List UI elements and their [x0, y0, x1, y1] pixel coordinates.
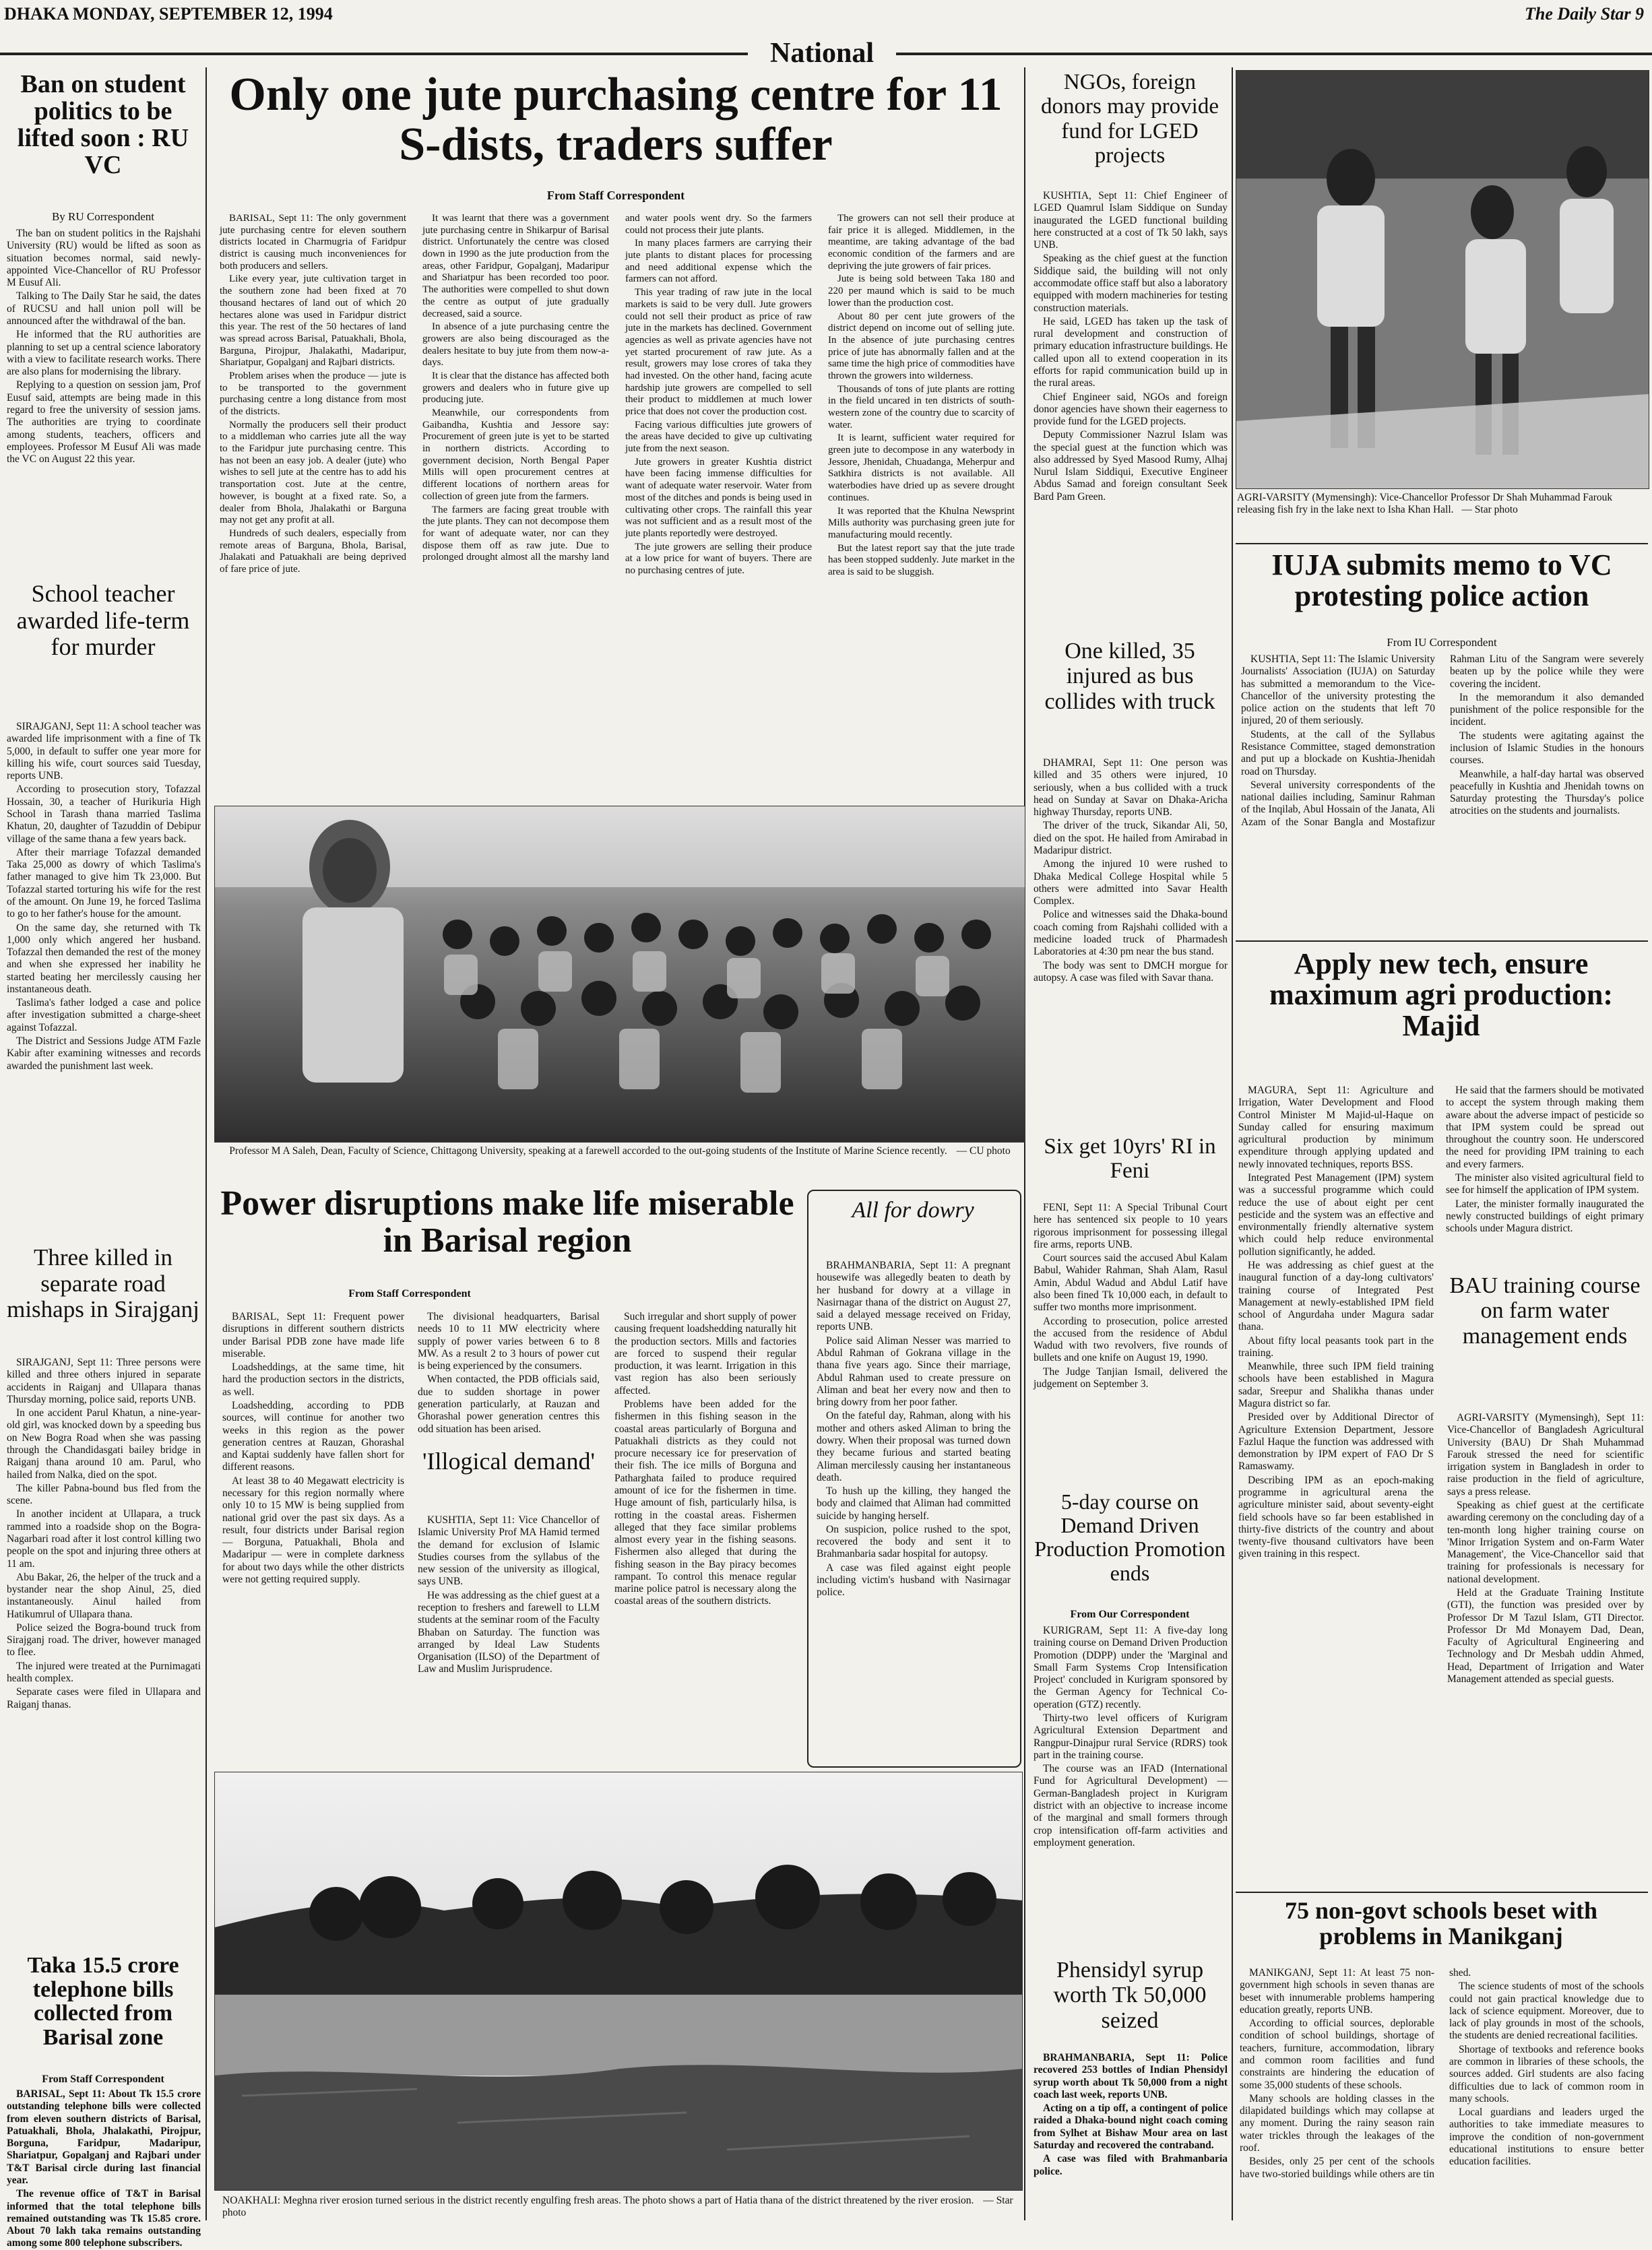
paragraph: Problem arises when the produce — jute is to be transported to the government purchasing centre a long distance from most of the districts.	[220, 370, 406, 417]
column-rule-right-inner	[1232, 67, 1233, 2220]
illogical-headline: 'Illogical demand'	[422, 1448, 595, 1475]
paragraph: In one accident Parul Khatun, a nine-year-old girl, was knocked down by a speeding bus on New Bogra Road when she was passing through the Chandidasgati bailey bridge in Raiganj thana around 10 am. Parul, who hailed from Nalka, died on the spot.	[7, 1407, 201, 1481]
paragraph: According to official sources, deplorable condition of school buildings, shortage of teachers, furniture, accommodation, library and common room facilities and fund constraints are hindering the education of some 35,000 students of these schools.	[1240, 2018, 1434, 2091]
column-rule-left	[205, 67, 207, 2220]
paragraph: Court sources said the accused Abul Kalam Babul, Wahider Rahman, Shah Alam, Rasul Amin, Abdul Wadud and Abdul Latif have also been fined Tk 10,000 each, in default to suffer two months more imprisonment.	[1034, 1252, 1228, 1314]
teacher-body	[7, 721, 201, 1233]
paragraph: AGRI-VARSITY (Mymensingh), Sept 11: Vice-Chancellor of Bangladesh Agricultural University (BAU) Dr Shah Muhammad Farouk stressed the need for scientific irrigation system in Bangladesh in order to raise production in the field of agriculture, says a press release.	[1447, 1412, 1644, 1498]
paragraph: The ban on student politics in the Rajshahi University (RU) would be lifted as soon as situation becomes normal, said newly-appointed Vice-Chancellor of RU Professor M Eusuf Ali.	[7, 228, 201, 289]
paragraph: It is learnt, sufficient water required for green jute to decompose in any waterbody in Jessore, Jhenidah, Chuadanga, Meherpur and Satkhira districts is not available. All waterbodies have dried up as severe drought continues.	[828, 432, 1015, 503]
paragraph: After their marriage Tofazzal demanded Taka 25,000 as dowry of which Taslima's father managed to give him Tk 23,000. But Tofazzal started torturing his wife for the rest of the amount. On June 19, he forced Taslima to go to her father's house for the amount.	[7, 846, 201, 920]
telephone-headline: Taka 15.5 crore telephone bills collected from Barisal zone	[27, 1953, 179, 2051]
page-number: 9	[1635, 4, 1644, 24]
power-byline: From Staff Correspondent	[348, 1288, 471, 1299]
ngo-headline: NGOs, foreign donors may provide fund for LGED projects	[1041, 70, 1219, 168]
paragraph: Integrated Pest Management (IPM) system was a successful programme which could reduce the use of about eight per cent pesticide and the system was an effective and environmentally friendly alternative system which could help reduce environmental pollution significantly, he added.	[1238, 1171, 1434, 1258]
jute-byline: From Staff Correspondent	[546, 189, 685, 202]
iuja-body	[1241, 653, 1644, 935]
course-byline: From Our Correspondent	[1070, 1609, 1190, 1620]
power-headline: Power disruptions make life miserable in Barisal region	[220, 1184, 794, 1260]
paragraph: Local guardians and leaders urged the authorities to take immediate measures to improve the condition of non-government educational institutions to ensure better education facilities.	[1449, 2107, 1644, 2168]
course-body	[1034, 1625, 1228, 1948]
iuja-headline: IUJA submits memo to VC protesting police action	[1271, 548, 1612, 613]
telephone-byline: From Staff Correspondent	[42, 2074, 164, 2085]
paragraph: Acting on a tip off, a contingent of police raided a Dhaka-bound night coach coming from Sylhet at Bishaw Mour area on last Saturday and recovered the contraband.	[1034, 2102, 1228, 2151]
paragraph: Chief Engineer said, NGOs and foreign donor agencies have shown their eagerness to provide fund for the LGED projects.	[1034, 391, 1228, 428]
paragraph: The revenue office of T&T in Barisal informed that the total telephone bills remained outstanding was Tk 15.85 crore. About 70 lakh taka remains outstanding among some 800 telephone subscribers.	[7, 2188, 201, 2249]
paragraph: According to prosecution, police arrested the accused from the residence of Abdul Wadud with two revolvers, five rounds of bullets and one knife on August 19, 1990.	[1034, 1315, 1228, 1364]
paragraph: He said, LGED has taken up the task of rural development and construction of primary education infrastructure buildings. He called upon all to extend cooperation in its efforts for rapid communication build up in the rural areas.	[1034, 315, 1228, 389]
paragraph: Such irregular and short supply of power causing frequent loadshedding naturally hit the production sectors. Mills and factories are forced to suspend their regular production, it was learnt. Irrigation in this vast region has also been seriously affected.	[614, 1311, 796, 1396]
paragraph: According to prosecution story, Tofazzal Hossain, 30, a teacher of Hurikuria High School in Tarash thana married Taslima Khatun, 20, daughter of Tazuddin of Debipur village of the same thana a few years back.	[7, 783, 201, 845]
paragraph: To hush up the killing, they hanged the body and claimed that Aliman had committed suicide by hanging herself.	[817, 1485, 1011, 1522]
cu-photo-image	[215, 806, 1025, 1142]
bau-body	[1447, 1412, 1644, 1886]
paragraph: On the fateful day, Rahman, along with his mother and others asked Aliman to bring the dowry. When their proposal was turned down they became furious and started beating Aliman mercilessly causing her instantaneous death.	[817, 1410, 1011, 1483]
agri-photo-caption	[1237, 492, 1645, 538]
paragraph: It was learnt that there was a government jute purchasing centre in Shikarpur of Barisal district. Unfortunately the centre was closed down in 1990 as the jute production from the areas, other Faridpur, Gopalganj, Madaripur and Shariatpur has been recorded too poor. The authorities were compelled to shut down the centre as output of jute gradually decreased, said a source.	[422, 213, 609, 319]
power-body-col2	[418, 1311, 600, 1443]
dowry-headline: All for dowry	[852, 1198, 974, 1223]
paragraph: Presided over by Additional Director of Agriculture Extension Department, Jessore Fazlul Haque the function was addressed with demonstration by IPM expert of FAO Dr S Ramaswamy.	[1238, 1411, 1434, 1473]
paragraph: The jute growers are selling their produce at a low price for want of buyers. There are no purchasing centres of jute.	[625, 541, 812, 576]
schools-body	[1240, 1967, 1644, 2220]
paragraph: The growers can not sell their produce at fair price it is alleged. Middlemen, in the meantime, are taking advantage of the bad economic condition of the farmers and are depriving the jute growers of fair prices.	[828, 213, 1015, 271]
paragraph: Students, at the call of the Syllabus Resistance Committee, staged demonstration and put up a blockade on Kushtia-Jhenidah road on Thursday.	[1241, 728, 1435, 777]
paragraph: Police said Aliman Nesser was married to Abdul Rahman of Gokrana village in the thana five years ago. Since their marriage, Abdul Rahman used to create pressure on Aliman and beat her every now and then to bring dowry from her poor father.	[817, 1335, 1011, 1409]
paragraph: Meanwhile, our correspondents from Gaibandha, Kushtia and Jessore say: Procurement of green jute is yet to be started in northern districts. According to government decision, North Bengal Paper Mills will open procurement centres at different locations of northern areas for collection of green jute from the farmers.	[422, 408, 609, 502]
paragraph: Thirty-two level officers of Kurigram Agricultural Extension Department and Rangpur-Dinajpur rural Service (RDRS) took part in the training course.	[1034, 1712, 1228, 1761]
dowry-body	[817, 1260, 1011, 1760]
paragraph: Jute growers in greater Kushtia district have been facing immense difficulties for want of adequate water reservoir. Water from most of the ditches and ponds is being used in cultivating other crops. The rainfall this year was not sufficient and as a result most of the jute plants reportedly were destroyed.	[625, 456, 812, 539]
paragraph: On suspicion, police rushed to the spot, recovered the body and sent it to Brahmanbaria sadar hospital for autopsy.	[817, 1523, 1011, 1560]
paragraph: Replying to a question on session jam, Prof Eusuf said, attempts are being made in this regard to free the university of session jams. The authorities are trying to coordinate among students, teachers, officers and employees. Professor M Eusuf Ali was made the VC on August 22 this year.	[7, 379, 201, 465]
phensidyl-body	[1034, 2052, 1228, 2220]
paragraph: Talking to The Daily Star he said, the dates of RUCSU and hall union poll will be announced after the withdrawal of the ban.	[7, 290, 201, 327]
feni-headline: Six get 10yrs' RI in Feni	[1044, 1134, 1216, 1184]
agri-caption-credit: — Star photo	[1461, 503, 1518, 515]
paragraph: KUSHTIA, Sept 11: Chief Engineer of LGED Quamrul Islam Siddique on Sunday inaugurated the LGED functional building here constructed at a cost of Tk 50 lakh, says UNB.	[1034, 190, 1228, 251]
agri-body-col1	[1238, 1085, 1434, 1886]
bus-headline: One killed, 35 injured as bus collides with truck	[1044, 639, 1215, 714]
paragraph: About 80 per cent jute growers of the district depend on income out of selling jute. In the absence of jute purchasing centres price of jute has abnormally fallen and at the same time the high price of commodities have thrown the growers into wilderness.	[828, 311, 1015, 381]
paragraph: BARISAL, Sept 11: About Tk 15.5 crore outstanding telephone bills were collected from eleven southern districts of Barisal, Patuakhali, Bhola, Jhalakathi, Pirojpur, Borguna, Faridpur, Madaripur, Shariatpur, Gopalganj and Rajbari under T&T Barisal circle during last financial year.	[7, 2088, 201, 2186]
schools-headline: 75 non-govt schools beset with problems in Manikganj	[1284, 1897, 1598, 1950]
telephone-body	[7, 2088, 201, 2249]
bau-headline: BAU training course on farm water management ends	[1449, 1273, 1641, 1349]
ngo-body	[1034, 190, 1228, 635]
noakhali-erosion-photo	[214, 1772, 1023, 2191]
noakhali-caption-credit: — Star photo	[222, 2195, 1013, 2218]
jute-headline: Only one jute purchasing centre for 11 S-dists, traders suffer	[229, 69, 1003, 170]
noakhali-caption-text: NOAKHALI: Meghna river erosion turned serious in the district recently engulfing fresh areas. The photo shows a part of Hatia thana of the district threatened by the river erosion.	[222, 2195, 974, 2206]
section-title: National	[748, 38, 896, 69]
paragraph: Separate cases were filed in Ullapara and Raiganj thanas.	[7, 1686, 201, 1710]
paragraph: This year trading of raw jute in the local markets is said to be very dull. Jute growers could not sell their product as price of raw jute in the markets has declined. Government agencies as well as private agencies have not yet started procurement of raw jute. As a result, growers may lose crores of taka they had invested. On the other hand, facing acute hardship jute growers are compelled to sell their product to middlemen at much lower price that does not cover the production cost.	[625, 287, 812, 417]
paragraph: When contacted, the PDB officials said, due to sudden shortage in power generation particularly, at Rauzan and Ghorashal power generation centres this odd situation has been arised.	[418, 1374, 600, 1435]
agri-headline: Apply new tech, ensure maximum agri production: Majid	[1269, 947, 1614, 1043]
paragraph: Problems have been added for the fishermen in this fishing season in the coastal areas particularly of Borguna and Patuakhali districts as they could not procure necessary ice for preservation of their fish. The ice mills of Borguna and Patharghata failed to produce required amount of ice for the fishermen in time. Huge amount of fish, particularly hilsa, is rotting in the coastal areas. Fishermen alleged that they face similar problems almost every year in the fishing seasons. Fishermen also alleged that during the fishing season in the Bay piracy becomes rampant. To control this menace regular marine police patrol is necessary along the coastal areas of the southern districts.	[614, 1398, 796, 1607]
paragraph: The Judge Tanjian Ismail, delivered the judgement on September 3.	[1034, 1365, 1228, 1390]
paragraph: Like every year, jute cultivation target in the southern zone had been fixed at 70 thousand hectares of land out of which 20 hectares alone was used in Faridpur district this year. The rest of the 50 hectares of land was spread across Barisal, Patuakhali, Bhola, Barguna, Pirojpur, Jhalakathi, Madaripur, Shariatpur, Gopalganj and Rajbari districts.	[220, 274, 406, 368]
agri-body-col2	[1446, 1085, 1644, 1264]
paragraph: MANIKGANJ, Sept 11: At least 75 non-government high schools in seven thanas are beset with innumerable problems hampering education greatly, reports UNB.	[1240, 1967, 1434, 2016]
cu-farewell-photo	[214, 806, 1025, 1143]
paragraph: Police and witnesses said the Dhaka-bound coach coming from Rajshahi collided with a medicine loaded truck of Pharmadesh Laboratories at 4:30 pm near the bus stand.	[1034, 909, 1228, 958]
paragraph: MAGURA, Sept 11: Agriculture and Irrigation, Water Development and Flood Control Minister M Majid-ul-Haque on Sunday called for ensuring maximum agricultural production by minimum expenditure through applying updated and newly innovated techniques, reports BSS.	[1238, 1085, 1434, 1170]
paragraph: Held at the Graduate Training Institute (GTI), the function was presided over by Professor Dr M Tazul Islam, GTI Director. Professor Dr Md Monayem Dad, Dean, Faculty of Agricultural Engineering and Technology and Dr Mesbah uddin Ahmed, Head, Department of Irrigation and Water Management attended as special guests.	[1447, 1586, 1644, 1685]
cu-caption-credit: — CU photo	[956, 1145, 1011, 1157]
paragraph: SIRAJGANJ, Sept 11: A school teacher was awarded life imprisonment with a fine of Tk 5,000, in default to suffer one year more for killing his wife, court sources said Tuesday, reports UNB.	[7, 721, 201, 782]
feni-body	[1034, 1202, 1228, 1485]
paper-name: The Daily Star	[1525, 4, 1631, 24]
paragraph: SIRAJGANJ, Sept 11: Three persons were killed and three others injured in separate accidents in Raiganj and Ullapara thanas Thursday morning, police said, reports UNB.	[7, 1357, 201, 1405]
cu-caption-text: Professor M A Saleh, Dean, Faculty of Science, Chittagong University, speaking at a farewell accorded to the out-going students of the Institute of Marine Science recently.	[229, 1145, 947, 1157]
paragraph: Besides, only 25 per cent of the schools have two-storied buildings while others are tin shed.	[1240, 1967, 1471, 2180]
paragraph: The science students of most of the schools could not gain practical knowledge due to lack of science equipment. Moreover, due to lack of play grounds in most of the schools, the students are denied recreational facilities.	[1449, 1981, 1644, 2042]
noakhali-photo-caption	[222, 2195, 1015, 2222]
paragraph: He was addressing as chief guest at the inaugural function of a day-long cultivators' training course of Integrated Pest Management at newly-established IPM field school of Angurdaha under Magura sadar thana.	[1238, 1259, 1434, 1333]
paragraph: But the latest report say that the jute trade has been stopped suddenly. Jute market in the area is said to be sluggish.	[828, 542, 1015, 577]
paragraph: KUSHTIA, Sept 11: Vice Chancellor of Islamic University Prof MA Hamid termed the demand for exclusion of Islamic Studies courses from the syllabus of the new session of the university as illogical, says UNB.	[418, 1514, 600, 1588]
paragraph: The District and Sessions Judge ATM Fazle Kabir after examining witnesses and records awarded the punishment last week.	[7, 1035, 201, 1072]
schools-rule	[1236, 1892, 1648, 1893]
paragraph: Among the injured 10 were rushed to Dhaka Medical College Hospital while 5 others were admitted into Savar Health Complex.	[1034, 858, 1228, 907]
power-body-col3	[614, 1311, 796, 1762]
power-body-col1	[222, 1311, 404, 1762]
paragraph: Deputy Commissioner Nazrul Islam was the special guest at the function which was also addressed by Syed Masood Rumy, Alhaj Nurul Islam Siddiqui, Executive Engineer Abdus Samad and foreign consultant Seek Bard Pam Green.	[1034, 429, 1228, 503]
paragraph: The body was sent to DMCH morgue for autopsy. A case was filed with Savar thana.	[1034, 959, 1228, 984]
paragraph: He informed that the RU authorities are planning to set up a central science laboratory with a view to facilitate research works. There are also plans for modernising the library.	[7, 329, 201, 378]
bus-body	[1034, 757, 1228, 1121]
paragraph: Shortage of textbooks and reference books are common in libraries of these schools, the sources added. Girl students are also facing difficulties due to lack of common room in many schools.	[1449, 2043, 1644, 2104]
ban-headline: Ban on student politics to be lifted soon : RU VC	[17, 70, 189, 179]
paragraph: The farmers are facing great trouble with the jute plants. They can not decompose them for want of adequate water, nor can they dispose them off as raw jute. Due to prolonged drought almost all the marshy land and water pools went dry. So the farmers could not process their jute plants.	[422, 213, 812, 563]
paragraph: Many schools are holding classes in the dilapidated buildings which may collapse at any moment. During the rainy season rain water trickles through the leakages of the roof.	[1240, 2092, 1434, 2154]
sirajganj-body	[7, 1357, 201, 1943]
paragraph: BARISAL, Sept 11: The only government jute purchasing centre for eleven southern districts located in Charmugria of Faridpur district is causing much inconveniences for both producers and sellers.	[220, 213, 406, 271]
agri-caption-text: AGRI-VARSITY (Mymensingh): Vice-Chancellor Professor Dr Shah Muhammad Farouk releasing fish fry in the lake next to Isha Khan Hall.	[1237, 492, 1613, 515]
paragraph: About fifty local peasants took part in the training.	[1238, 1335, 1434, 1359]
teacher-headline: School teacher awarded life-term for murder	[16, 580, 190, 661]
paragraph: In many places farmers are carrying their jute plants to distant places for processing and need additional expense which the farmers can not afford.	[625, 238, 812, 285]
paragraph: On the same day, she returned with Tk 1,000 only which angered her husband. Tofazzal then demanded the rest of the money and when she expressed her inability he started beating her mercilessly causing her instantaneous death.	[7, 922, 201, 995]
paragraph: BARISAL, Sept 11: Frequent power disruptions in different southern districts under Barisal PDB zone have made life miserable.	[222, 1311, 404, 1359]
agri-photo-image	[1236, 71, 1649, 488]
paragraph: Abu Bakar, 26, the helper of the truck and a bystander near the shop Ainul, 25, died instantaneously. Ainul hailed from Hatikumrul of Ullapara thana.	[7, 1571, 201, 1620]
phensidyl-headline: Phensidyl syrup worth Tk 50,000 seized	[1053, 1958, 1207, 2033]
paragraph: Describing IPM as an epoch-making programme in agricultural arena the agriculture minister said, about seventy-eight field schools have so far been established in thirty-five districts of the country and about twenty-five thousand cultivators have been given training in this respect.	[1238, 1474, 1434, 1560]
agri-story-rule	[1236, 940, 1648, 942]
paragraph: A case was filed with Brahmanbaria police.	[1034, 2153, 1228, 2177]
paragraph: Meanwhile, three such IPM field training schools have been established in Magura sadar, Sreepur and Shalikha thanas under Magura district so far.	[1238, 1361, 1434, 1410]
cu-photo-caption	[222, 1145, 1017, 1172]
paragraph: It is clear that the distance has affected both growers and dealers who in future give up producing jute.	[422, 370, 609, 406]
paragraph: The driver of the truck, Sikandar Ali, 50, died on the spot. He hailed from Amirabad in Madaripur district.	[1034, 820, 1228, 856]
column-rule-right	[1024, 67, 1025, 2220]
paragraph: Loadshedding, according to PDB sources, will continue for another two weeks in this region as the power generation centres at Rauzan, Ghorashal and Kaptai suddenly have fallen short for different reasons.	[222, 1399, 404, 1473]
iuja-byline: From IU Correspondent	[1387, 636, 1497, 649]
sirajganj-headline: Three killed in separate road mishaps in Sirajganj	[7, 1244, 199, 1322]
paragraph: BRAHMANBARIA, Sept 11: Police recovered 253 bottles of Indian Phensidyl syrup worth about Tk 50,000 from a night coach last week, reports UNB.	[1034, 2052, 1228, 2100]
paragraph: FENI, Sept 11: A Special Tribunal Court here has sentenced six people to 10 years rigorous imprisonment for possessing illegal fire arms, reports UNB.	[1034, 1202, 1228, 1250]
paragraph: DHAMRAI, Sept 11: One person was killed and 35 others were injured, 10 seriously, when a bus collided with a truck head on Sunday at Savar on Dhaka-Aricha highway Thursday, reports UNB.	[1034, 757, 1228, 818]
paragraph: In another incident at Ullapara, a truck rammed into a roadside shop on the Bogra-Nagarbari road after it lost control killing two people on the spot and injuring three others at 11 am.	[7, 1508, 201, 1570]
paragraph: The students were agitating against the inclusion of Islamic Studies in the honours courses.	[1450, 730, 1644, 767]
illogical-body	[418, 1514, 600, 1762]
paragraph: The injured were treated at the Purnimagati health complex.	[7, 1660, 201, 1685]
paragraph: He was addressing as the chief guest at a reception to freshers and farewell to LLM students at the seminar room of the Faculty Bhaban on Saturday. The function was arranged by Ideal Law Students Organisation (ILSO) of the Department of Law and Muslim Jurisprudence.	[418, 1589, 600, 1675]
ban-body	[7, 228, 201, 578]
paragraph: KUSHTIA, Sept 11: The Islamic University Journalists' Association (IUJA) on Saturday has submitted a memorandum to the Vice-Chancellor of the university protesting the police action on the students that left 70 injured, 20 of them seriously.	[1241, 653, 1435, 727]
paragraph: Several university correspondents of the national dailies including, Saminur Rahman of the Inqilab, Abul Hossain of the Janata, Ali Azam of the Sonar Bangla and Mostafizur Rahman Litu of the Sangram were severely beaten up by the police while they were covering the incident.	[1241, 653, 1644, 828]
agri-photo-rule	[1236, 543, 1648, 544]
paragraph: A case was filed against eight people including victim's husband with Nasirnagar police.	[817, 1562, 1011, 1599]
paragraph: Thousands of tons of jute plants are rotting in the field uncared in ten districts of south-western zone of the country due to scarcity of water.	[828, 383, 1015, 430]
paragraph: Later, the minister formally inaugurated the newly constructed buildings of eight primary schools under Magura district.	[1446, 1198, 1644, 1235]
paragraph: Loadsheddings, at the same time, hit hard the production sectors in the districts, as well.	[222, 1361, 404, 1398]
masthead-paper	[1525, 4, 1644, 40]
paragraph: In absence of a jute purchasing centre the growers are also being discouraged as the dealers hesitate to buy jute from them now-a-days.	[422, 321, 609, 368]
paragraph: Speaking as the chief guest at the function Siddique said, the building will not only accommodate office staff but also a laboratory equipped with modern machineries for testing construction materials.	[1034, 253, 1228, 314]
paragraph: The course was an IFAD (International Fund for Agricultural Development) — German-Bangladesh project in Kurigram district with an objective to increase income of the marginal and small formers through crop intensification off-farm activities and employment generation.	[1034, 1763, 1228, 1849]
paragraph: Hundreds of such dealers, especially from remote areas of Barguna, Bhola, Barisal, Jhalakati and Patuakhali are being deprived of fare price of jute.	[220, 527, 406, 575]
paragraph: The divisional headquarters, Barisal needs 10 to 11 MW electricity where supply of power varies between 6 to 8 MW. As a result 2 to 3 hours of power cut is being experienced by the consumers.	[418, 1311, 600, 1372]
paragraph: The minister also visited agricultural field to see for himself the application of IPM system.	[1446, 1171, 1644, 1196]
jute-body	[220, 213, 1015, 800]
paragraph: Normally the producers sell their product to a middleman who carries jute all the way to the Faridpur jute purchasing centre. This has not been an easy job. A dealer (jute) who wishes to sell jute at the centre has to add his transportation cost. Jute at the centre, however, is bought at a fixed rate. So, a dealer from Bhola, Jhalakathi or Barguna may not get any profit at all.	[220, 419, 406, 526]
course-headline: 5-day course on Demand Driven Production Promotion ends	[1034, 1489, 1226, 1585]
noakhali-photo-image	[215, 1772, 1022, 2190]
paragraph: Police seized the Bogra-bound truck from Sirajganj road. The driver, however managed to flee.	[7, 1621, 201, 1659]
paragraph: Meanwhile, a half-day hartal was observed peacefully in Kushtia and Jhenidah towns on Saturday protesting the Thursday's police atrocities on the students and journalists.	[1450, 768, 1644, 817]
paragraph: BRAHMANBARIA, Sept 11: A pregnant housewife was allegedly beaten to death by her husband for dowry at a village in Nasirnagar thana of the district on August 27, said a delayed message received on Friday, reports UNB.	[817, 1260, 1011, 1333]
ban-byline: By RU Correspondent	[51, 210, 155, 223]
paragraph: In the memorandum it also demanded punishment of the police responsible for the incident.	[1450, 691, 1644, 728]
paragraph: At least 38 to 40 Megawatt electricity is necessary for this region normally where only 10 to 15 MW is being supplied from national grid over the past six days. As a result, four districts under Barisal region — Borguna, Patuakhali, Bhola and Madaripur — were in complete darkness for about two days while the other districts were not getting required supply.	[222, 1475, 404, 1585]
paragraph: Taslima's father lodged a case and police after investigation submitted a charge-sheet against Tofazzal.	[7, 997, 201, 1033]
paragraph: Jute is being sold between Taka 180 and 220 per maund which is said to be much lower than the production cost.	[828, 274, 1015, 309]
paragraph: Facing various difficulties jute growers of the areas have decided to give up cultivating jute from the next season.	[625, 419, 812, 455]
dateline: DHAKA MONDAY, SEPTEMBER 12, 1994	[4, 4, 333, 24]
paragraph: Speaking as chief guest at the certificate awarding ceremony on the concluding day of a ten-month long higher training course on 'Minor Irrigation System and on-Farm Water Management', the Vice-Chancellor said that training for professionals is necessary for national development.	[1447, 1499, 1644, 1585]
paragraph: He said that the farmers should be motivated to accept the system through making them aware about the adverse impact of pesticide so that IPM system could be spread out throughout the country soon. He underscored the need for providing IPM training to each and every farmers.	[1446, 1085, 1644, 1170]
paragraph: It was reported that the Khulna Newsprint Mills authority was purchasing green jute for manufacturing mould recently.	[828, 505, 1015, 540]
agri-varsity-photo	[1236, 70, 1649, 489]
paragraph: KURIGRAM, Sept 11: A five-day long training course on Demand Driven Production Promotion (DDPP) under the 'Marginal and Small Farm Systems Crop Intensification Project' concluded in Kurigram sponsored by the German Agency for Technical Co-operation (GTZ) recently.	[1034, 1625, 1228, 1710]
paragraph: The killer Pabna-bound bus fled from the scene.	[7, 1482, 201, 1507]
